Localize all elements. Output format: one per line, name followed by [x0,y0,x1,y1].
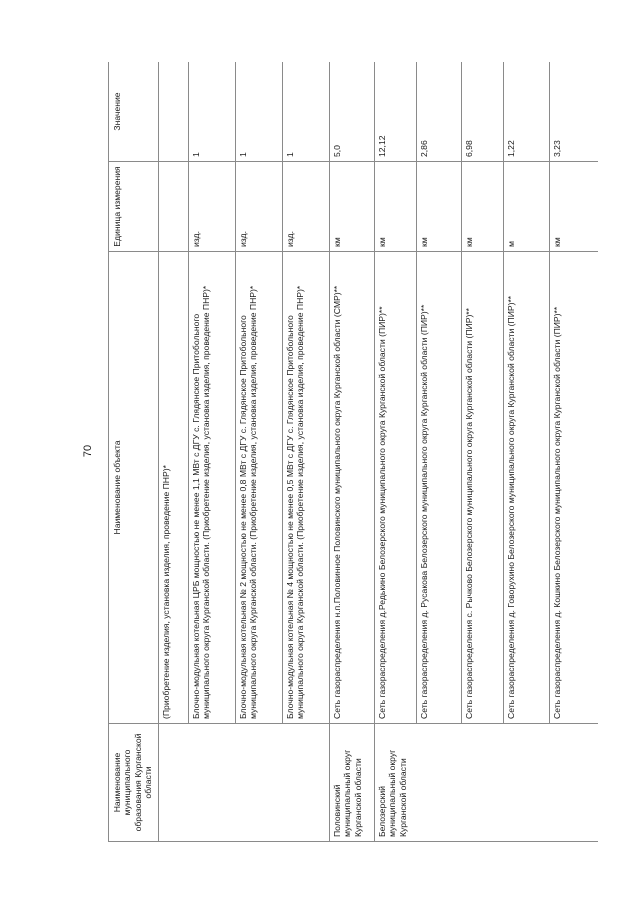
cell-unit: изд. [189,162,236,252]
cell-unit: км [417,162,462,252]
cell-object: Блочно-модульная котельная ЦРБ мощностью не менее 1,1 МВт с ДГУ с. Глядянское Притобольного муниципального округа Курганской области. (Приобретение изделия, установка изделия, проведение ПНР)* [189,252,236,724]
cell-value: 5,0 [330,62,375,162]
cell-object: Сеть газораспределения д. Русакова Белозерского муниципального округа Курганской области (ПИР)** [417,252,462,724]
cell-object: Сеть газораспределения д.Редькино Белозерского муниципального округа Курганской области (ПИР)** [375,252,417,724]
cell-unit: км [375,162,417,252]
table-row [330,62,375,842]
cell-value: 3,23 [550,62,599,162]
objects-table [108,62,598,842]
cell-unit: изд. [236,162,283,252]
cell-value: 12,12 [375,62,417,162]
cell-object: Блочно-модульная котельная № 4 мощностью не менее 0,5 МВт с ДГУ с. Глядянское Притобольного муниципального округа Курганской области. (Приобретение изделия, установка изделия, проведение ПНР)* [283,252,330,724]
rotated-table [108,62,598,842]
cell-value: 1 [189,62,236,162]
cell-object: Сеть газораспределения д. Кошкино Белозерского муниципального округа Курганской области (ПИР)** [550,252,599,724]
cell-object: Сеть газораспределения с. Рычково Белозерского муниципального округа Курганской области (ПИР)** [462,252,504,724]
cell-value: 2,86 [417,62,462,162]
header-unit: Единица измерения [109,162,159,252]
cell-unit: км [462,162,504,252]
table-row [159,62,189,842]
cell-municipality: Белозерский муниципальный округ Курганской области [375,724,599,842]
cell-value: 1 [283,62,330,162]
table-container [108,62,598,842]
cell-object: Блочно-модульная котельная № 2 мощностью не менее 0,8 МВт с ДГУ с. Глядянское Притобольного муниципального округа Курганской области. (Приобретение изделия, установка изделия, проведение ПНР)* [236,252,283,724]
cell-unit [159,162,189,252]
cell-municipality: Половинский муниципальный округ Курганской области [330,724,375,842]
table-header-row [109,62,159,842]
cell-unit: изд. [283,162,330,252]
cell-object: Сеть газораспределения д. Говорухино Белозерского муниципального округа Курганской области (ПИР)** [504,252,550,724]
header-object: Наименование объекта [109,252,159,724]
cell-value: 1 [236,62,283,162]
cell-unit: км [330,162,375,252]
table-row [375,62,417,842]
cell-unit: м [504,162,550,252]
header-value: Значение [109,62,159,162]
header-municipality: Наименование муниципального образования Курганской области [109,724,159,842]
cell-object: Сеть газораспределения н.п.Половинное Половинского муниципального округа Курганской области (СМР)** [330,252,375,724]
cell-value: 1,22 [504,62,550,162]
cell-value: 6,98 [462,62,504,162]
cell-object: (Приобретение изделия, установка изделия, проведение ПНР)* [159,252,189,724]
cell-municipality [159,724,330,842]
cell-value [159,62,189,162]
cell-unit: км [550,162,599,252]
page-number: 70 [82,444,94,458]
